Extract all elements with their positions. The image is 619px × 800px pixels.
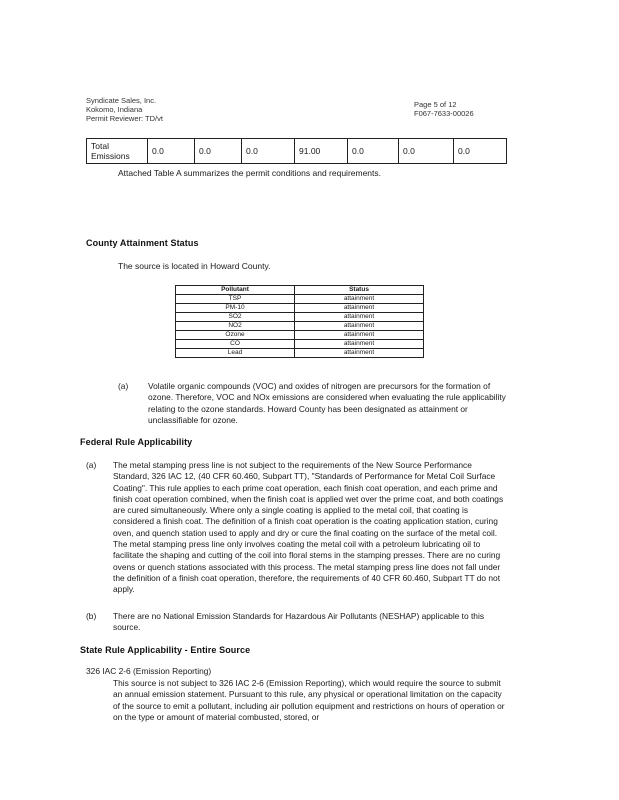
emission-cell: 0.0 [148,139,195,164]
header-left [86,96,163,123]
federal-item-marker: (b) [86,611,97,621]
header-reviewer: Permit Reviewer: TD/vt [86,114,163,123]
table-row [176,349,424,358]
status-cell: attainment [295,331,424,340]
emission-cell: 0.0 [348,139,399,164]
table-row [176,286,424,295]
table-row [176,331,424,340]
attainment-table [175,285,424,358]
county-note-text: Volatile organic compounds (VOC) and oxides of nitrogen are precursors for the formation of ozone. Therefore, VOC and NOx emissions are considered when evaluating the rule applicability relating to the ozone standards. Howard County has been designated as attainment or unclassifiable for ozone. [148,381,506,425]
attached-note: Attached Table A summarizes the permit conditions and requirements. [118,168,382,178]
status-cell: attainment [295,322,424,331]
header-right [414,100,474,118]
emission-cell: 0.0 [454,139,507,164]
table-row [176,295,424,304]
county-intro: The source is located in Howard County. [118,261,271,271]
emission-cell: 0.0 [195,139,242,164]
table-row [87,139,507,164]
pollutant-cell: SO2 [176,313,295,322]
header-page: Page 5 of 12 [414,100,457,109]
table-row [176,322,424,331]
federal-heading: Federal Rule Applicability [80,437,193,447]
table-row [176,313,424,322]
state-rule-text: This source is not subject to 326 IAC 2-6 (Emission Reporting), which would require the source to submit an annual emission statement. Pursuant to this rule, any physical or operational limitation on the capacity of the source to emit a pollutant, including air pollution equipment and restrictions on hours of operation or on the type or amount of material combusted, stored, or [113,678,505,722]
status-cell: attainment [295,313,424,322]
pollutant-cell: TSP [176,295,295,304]
emission-cell: 0.0 [242,139,295,164]
header-permit-id: F067-7633-00026 [414,109,474,118]
federal-item-text: The metal stamping press line is not subject to the requirements of the New Source Performance Standard, 326 IAC 12, (40 CFR 60.460, Subpart TT), "Standards of Performance for Metal Coil Surface Coating". This rule applies to each prime coat operation, each finish coat operation, and each prime and finish coat operation combined, when the finish coat is applied wet over the prime coat, and both coatings are cured simultaneously. Where only a single coating is applied to the metal coil, that coating is considered a finish coat. The definition of a finish coat operation is the coating application station, curing oven, and quench station used to apply and dry or cure the final coating on the surface of the metal coil. The metal stamping press line only involves coating the metal coil with a petroleum lubricating oil to facilitate the shaping and cutting of the coil into floral stems in the stamping presses. There are no curing ovens or quench stations associated with this process. The metal stamping press line does not fall under the definition of a finish coat operation, therefore, the requirements of 40 CFR 60.460, Subpart TT do not apply. [113,460,504,595]
pollutant-cell: Lead [176,349,295,358]
federal-item-marker: (a) [86,460,97,470]
header-location: Kokomo, Indiana [86,105,143,114]
pollutant-cell: NO2 [176,322,295,331]
pollutant-cell: PM-10 [176,304,295,313]
column-header: Pollutant [176,286,295,295]
status-cell: attainment [295,304,424,313]
county-note-marker: (a) [118,381,129,391]
state-rule-title: 326 IAC 2-6 (Emission Reporting) [86,666,212,676]
federal-item-text: There are no National Emission Standards for Hazardous Air Pollutants (NESHAP) applicable to this source. [113,611,485,633]
column-header: Status [295,286,424,295]
status-cell: attainment [295,295,424,304]
county-heading: County Attainment Status [86,238,199,248]
pollutant-cell: CO [176,340,295,349]
emissions-table [86,138,507,164]
table-row [176,340,424,349]
header-company: Syndicate Sales, Inc. [86,96,157,105]
table-row [176,304,424,313]
pollutant-cell: Ozone [176,331,295,340]
status-cell: attainment [295,340,424,349]
state-heading: State Rule Applicability - Entire Source [80,645,251,655]
emission-cell: 0.0 [399,139,454,164]
emission-cell: 91.00 [295,139,348,164]
total-emissions-label: Total Emissions [87,139,148,164]
status-cell: attainment [295,349,424,358]
